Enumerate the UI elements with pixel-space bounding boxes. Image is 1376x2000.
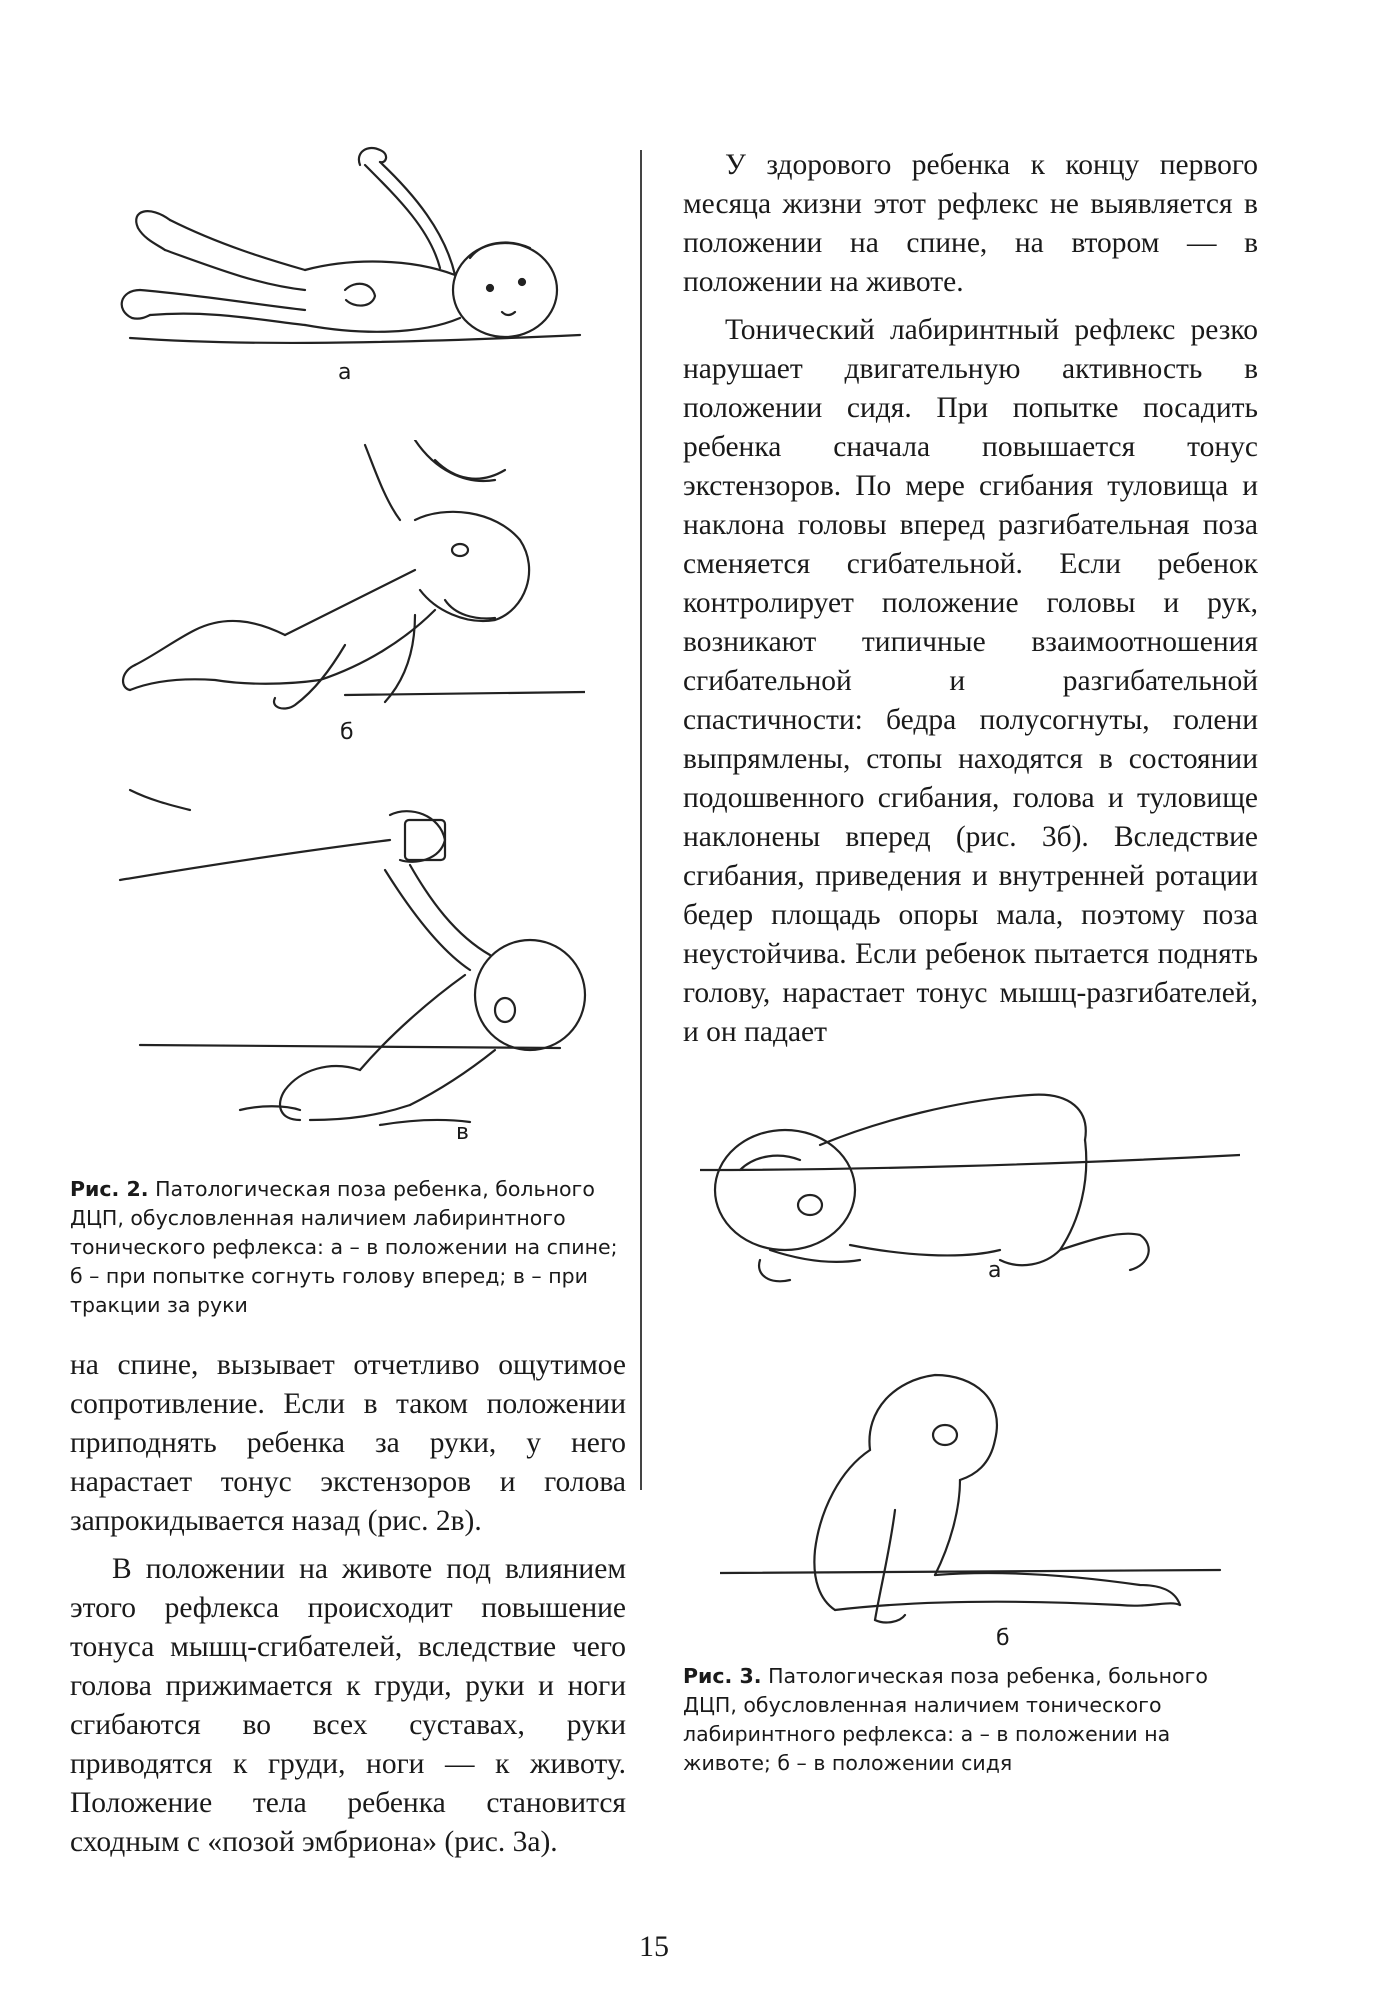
figure-3-caption	[683, 1662, 1263, 1778]
figure-3b-illustration	[720, 1370, 1230, 1650]
right-paragraph-1: У здорового ребенка к концу первого месяца жизни этот рефлекс не выявляется в положении на спине, на втором — в положении на животе.	[683, 149, 1258, 298]
figure-3a-label: а	[988, 1258, 1002, 1283]
figure-2-caption-title: Рис. 2.	[70, 1177, 149, 1201]
right-column-text	[683, 146, 1258, 1061]
figure-2a-illustration	[110, 140, 600, 385]
figure-2-caption	[70, 1175, 625, 1320]
figure-2c-illustration	[110, 770, 600, 1145]
page-number: 15	[639, 1930, 669, 1963]
figure-2a-label: а	[338, 360, 352, 385]
right-paragraph-2: Тонический лабиринтный рефлекс резко нарушает двигательную активность в положении сидя. При попытке посадить ребенка сначала повышается тонус экстензоров. По мере сгибания туловища и наклона головы вперед разгибательная поза сменяется сгибательной. Если ребенок контролирует положение головы и рук, возникают типичные взаимоотношения сгибательной и разгибательной спастичности: бедра полусогнуты, голени выпрямлены, стопы находятся в состоянии подошвенного сгибания, голова и туловище наклонены вперед (рис. 3б). Вследствие сгибания, приведения и внутренней ротации бедер площадь опоры мала, поэтому поза неустойчива. Если ребенок пытается поднять голову, нарастает тонус мышц-разгибателей, и он падает	[683, 314, 1258, 1048]
figure-3b-label: б	[996, 1626, 1010, 1651]
left-column-text	[70, 1346, 626, 1871]
column-divider	[640, 150, 642, 1490]
figure-3-caption-title: Рис. 3.	[683, 1664, 762, 1688]
left-paragraph-2: В положении на животе под влиянием этого рефлекса происходит повышение тонуса мышц-сгибателей, вследствие чего голова прижимается к груди, руки и ноги сгибаются во всех суставах, руки приводятся к груди, ноги — к животу. Положение тела ребенка становится сходным с «позой эмбриона» (рис. 3а).	[70, 1553, 626, 1858]
figure-3a-illustration	[700, 1060, 1240, 1320]
figure-2b-illustration	[115, 440, 585, 745]
figure-2b-label: б	[340, 720, 354, 745]
figure-2c-label: в	[456, 1120, 469, 1145]
figure-3-caption-text: Патологическая поза ребенка, больного ДЦП, обусловленная наличием тонического лабиринтного рефлекса: а – в положении на животе; б – в положении сидя	[683, 1664, 1208, 1775]
figure-2-caption-text: Патологическая поза ребенка, больного ДЦП, обусловленная наличием лабиринтного тонического рефлекса: а – в положении на спине; б – при попытке согнуть голову вперед; в – при тракции за руки	[70, 1177, 618, 1317]
left-paragraph-1: на спине, вызывает отчетливо ощутимое сопротивление. Если в таком положении приподнять ребенка за руки, у него нарастает тонус экстензоров и голова запрокидывается назад (рис. 2в).	[70, 1349, 626, 1537]
